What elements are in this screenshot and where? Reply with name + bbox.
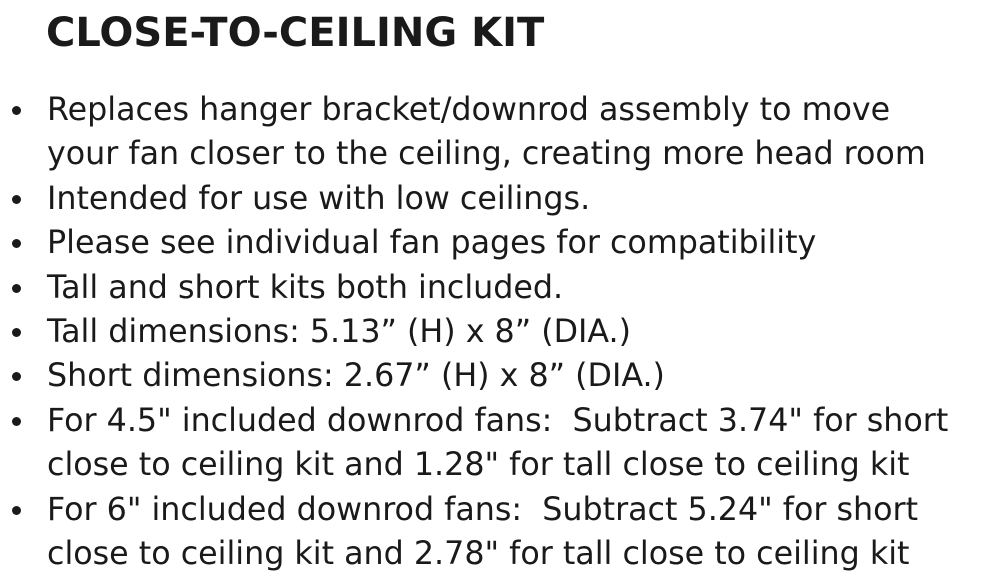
bullet-text-line: For 4.5" included downrod fans: Subtract 3.74" for short xyxy=(47,402,949,439)
bullet-item xyxy=(0,354,1000,398)
bullet-text-line: close to ceiling kit and 1.28" for tall close to ceiling kit xyxy=(47,447,910,484)
bullet-list xyxy=(0,88,1000,576)
bullet-item xyxy=(0,266,1000,310)
bullet-text-line: Replaces hanger bracket/downrod assembly to move xyxy=(47,92,891,128)
bullet-icon xyxy=(12,372,21,381)
bullet-item xyxy=(0,488,1000,577)
bullet-text-line: Tall dimensions: 5.13” (H) x 8” (DIA.) xyxy=(47,314,631,351)
bullet-text-line: Tall and short kits both included. xyxy=(47,269,564,306)
bullet-item xyxy=(0,399,1000,488)
bullet-icon xyxy=(12,328,21,337)
bullet-text-line: Intended for use with low ceilings. xyxy=(47,180,591,217)
page-title: CLOSE-TO-CEILING KIT xyxy=(46,10,545,56)
bullet-icon xyxy=(12,506,21,515)
bullet-text-line: For 6" included downrod fans: Subtract 5.24" for short xyxy=(47,491,919,528)
bullet-text-line: close to ceiling kit and 2.78" for tall close to ceiling kit xyxy=(47,536,910,573)
bullet-icon xyxy=(12,239,21,248)
bullet-icon xyxy=(12,195,21,204)
bullet-icon xyxy=(12,106,21,115)
bullet-item xyxy=(0,310,1000,354)
bullet-item xyxy=(0,221,1000,265)
bullet-text-line: your fan closer to the ceiling, creating more head room xyxy=(47,136,926,173)
bullet-icon xyxy=(12,284,21,293)
bullet-item xyxy=(0,177,1000,221)
bullet-item xyxy=(0,88,1000,177)
bullet-icon xyxy=(12,417,21,426)
bullet-text-line: Please see individual fan pages for compatibility xyxy=(47,225,817,262)
bullet-text-line: Short dimensions: 2.67” (H) x 8” (DIA.) xyxy=(47,358,665,395)
